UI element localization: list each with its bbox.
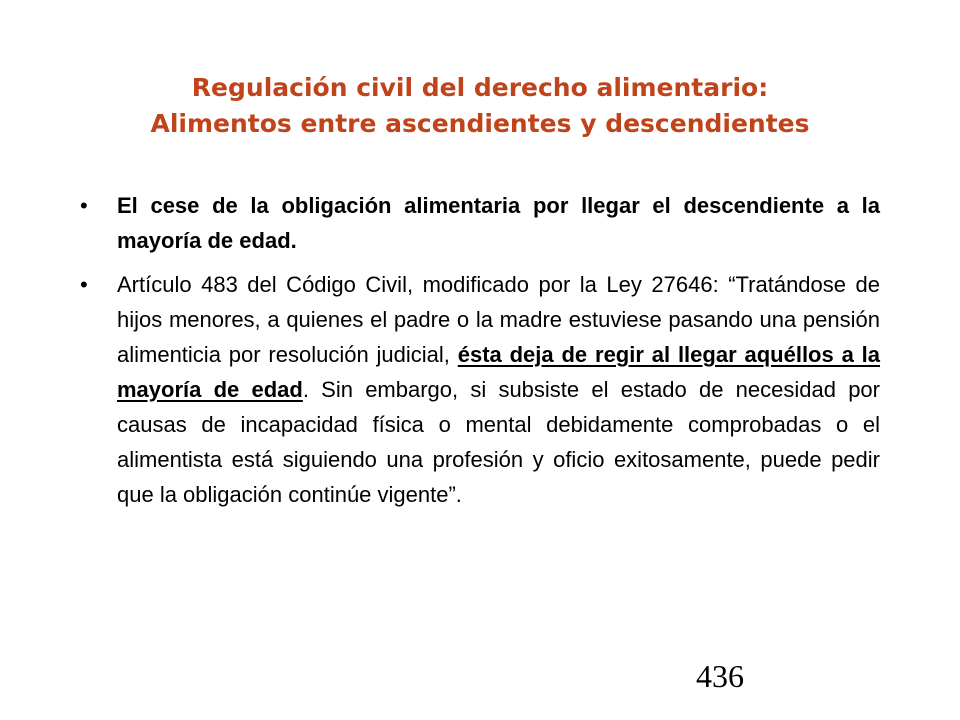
bullet-dot-icon: •	[80, 193, 88, 218]
article-text-part-2: . Sin embargo, si subsiste el estado de necesidad por causas de incapacidad física o mental debidamente comprobadas o el alimentista está siguiendo una profesión y oficio exitosamente, puede pedir que la obligación continúe vigente”.	[117, 377, 880, 507]
slide-title	[80, 70, 880, 142]
article-text-part-1: Artículo 483 del Código Civil, modificado por la Ley 27646: “Tratándose de hijos menores, a quienes el padre o la madre estuviese pasando una pensión alimenticia por resolución judicial,	[117, 272, 880, 367]
article-underlined-clause: ésta deja de regir al llegar aquéllos a la mayoría de edad	[117, 342, 880, 402]
title-line-2: Alimentos entre ascendientes y descendientes	[150, 109, 810, 138]
bullet-item	[80, 267, 880, 512]
bullet-text: El cese de la obligación alimentaria por llegar el descendiente a la mayoría de edad.	[117, 193, 880, 253]
bullet-list	[80, 188, 880, 521]
title-line-1: Regulación civil del derecho alimentario:	[191, 73, 769, 102]
page-number: 436	[696, 658, 744, 694]
bullet-item	[80, 188, 880, 258]
bullet-dot-icon: •	[80, 272, 88, 297]
